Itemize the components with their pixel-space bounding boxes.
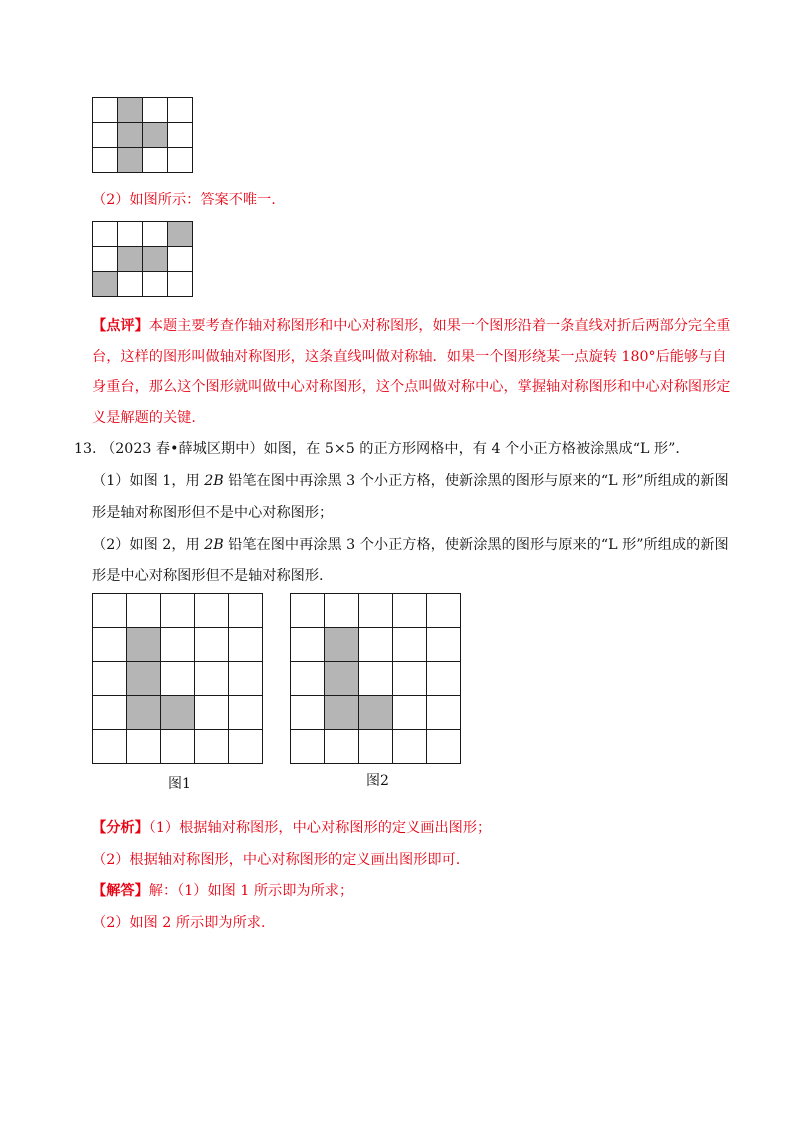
grid-row xyxy=(93,148,193,173)
grid-cell xyxy=(93,247,118,272)
grid-cell xyxy=(195,628,229,662)
grid-cell xyxy=(195,594,229,628)
problem-number: 13. xyxy=(74,441,97,457)
q2-pencil: 2B xyxy=(204,537,224,553)
grid-cell xyxy=(118,222,143,247)
grid-cell xyxy=(393,594,427,628)
grid-cell xyxy=(359,730,393,764)
grid-row xyxy=(93,123,193,148)
grid-cell xyxy=(291,662,325,696)
grid-cell-filled xyxy=(118,98,143,123)
figure-1-grid xyxy=(92,593,263,764)
grid-cell xyxy=(229,730,263,764)
analysis-line-1 xyxy=(92,818,491,838)
grid-cell xyxy=(393,628,427,662)
grid-cell xyxy=(161,594,195,628)
grid-cell xyxy=(168,247,193,272)
grid-cell xyxy=(393,662,427,696)
grid-cell xyxy=(427,696,461,730)
grid-cell-filled xyxy=(168,222,193,247)
grid-cell xyxy=(127,594,161,628)
grid-row xyxy=(93,662,263,696)
grid-cell xyxy=(143,98,168,123)
figure-1-caption: 图1 xyxy=(168,776,191,792)
comment-text-1: 本题主要考查作轴对称图形和中心对称图形，如果一个图形沿着一条直线对折后两部分完全重 xyxy=(148,318,731,334)
grid-cell xyxy=(325,730,359,764)
grid-row xyxy=(93,222,193,247)
solution-line-1 xyxy=(92,881,353,901)
grid-cell xyxy=(143,148,168,173)
solution-line-2: （2）如图 2 所示即为所求. xyxy=(92,915,266,931)
grid-row xyxy=(93,628,263,662)
grid-cell xyxy=(143,272,168,297)
grid-cell xyxy=(93,628,127,662)
grid-cell xyxy=(93,696,127,730)
grid-cell xyxy=(143,222,168,247)
grid-row xyxy=(93,272,193,297)
grid-cell xyxy=(161,662,195,696)
grid-row xyxy=(291,730,461,764)
grid-cell xyxy=(427,628,461,662)
grid-cell xyxy=(195,696,229,730)
grid-cell xyxy=(161,628,195,662)
problem-q2-line1 xyxy=(92,535,729,555)
figure-2-caption: 图2 xyxy=(366,773,389,789)
grid-row xyxy=(93,98,193,123)
comment-line-4: 义是解题的关键. xyxy=(92,410,196,426)
grid-cell-filled xyxy=(127,628,161,662)
grid-cell-filled xyxy=(93,272,118,297)
grid-cell xyxy=(127,730,161,764)
grid-cell xyxy=(393,696,427,730)
analysis-text-1: （1）根据轴对称图形，中心对称图形的定义画出图形； xyxy=(148,820,492,836)
grid-cell xyxy=(168,98,193,123)
grid-row xyxy=(93,247,193,272)
grid-cell xyxy=(93,123,118,148)
analysis-line-2: （2）根据轴对称图形，中心对称图形的定义画出图形即可. xyxy=(92,852,461,868)
grid-cell xyxy=(427,594,461,628)
answer-grid-1 xyxy=(92,97,193,173)
problem-q1-line2: 形是轴对称图形但不是中心对称图形； xyxy=(92,505,334,521)
grid-row xyxy=(291,696,461,730)
grid-cell xyxy=(168,123,193,148)
q2-text-a: （2）如图 2，用 xyxy=(92,537,205,553)
q1-text-b: 铅笔在图中再涂黑 3 个小正方格，使新涂黑的图形与原来的“L 形”所组成的新图 xyxy=(223,473,729,489)
grid-cell xyxy=(93,594,127,628)
grid-cell-filled xyxy=(118,148,143,173)
problem-q1-line1 xyxy=(92,471,729,491)
grid-row xyxy=(291,628,461,662)
grid-cell xyxy=(359,662,393,696)
solution-text-1: 解：（1）如图 1 所示即为所求； xyxy=(148,883,354,899)
grid-cell xyxy=(229,594,263,628)
grid-cell-filled xyxy=(325,696,359,730)
grid-cell-filled xyxy=(143,247,168,272)
answer-part-2: （2）如图所示：答案不唯一. xyxy=(92,192,276,208)
q1-pencil: 2B xyxy=(204,473,224,489)
grid-cell xyxy=(229,662,263,696)
grid-cell xyxy=(93,662,127,696)
grid-cell-filled xyxy=(127,696,161,730)
comment-line-3: 身重台，那么这个图形就叫做中心对称图形，这个点叫做对称中心，掌握轴对称图形和中心对称图形定 xyxy=(92,379,731,395)
grid-cell xyxy=(291,730,325,764)
grid-cell xyxy=(195,662,229,696)
problem-13-stem xyxy=(74,439,690,459)
grid-row xyxy=(93,594,263,628)
grid-cell xyxy=(229,628,263,662)
grid-cell-filled xyxy=(118,123,143,148)
grid-row xyxy=(93,730,263,764)
grid-cell-filled xyxy=(161,696,195,730)
grid-cell xyxy=(393,730,427,764)
grid-row xyxy=(93,696,263,730)
grid-cell xyxy=(427,662,461,696)
grid-cell xyxy=(291,696,325,730)
grid-cell xyxy=(93,98,118,123)
grid-row xyxy=(291,594,461,628)
grid-cell xyxy=(427,730,461,764)
grid-cell xyxy=(93,730,127,764)
grid-cell-filled xyxy=(325,662,359,696)
grid-cell-filled xyxy=(325,628,359,662)
grid-cell xyxy=(161,730,195,764)
grid-cell xyxy=(168,148,193,173)
grid-cell xyxy=(291,628,325,662)
problem-stem: （2023 春•薛城区期中）如图，在 5×5 的正方形网格中，有 4 个小正方格被涂黑成“L 形”． xyxy=(101,441,690,457)
grid-cell xyxy=(93,148,118,173)
grid-cell xyxy=(291,594,325,628)
grid-cell xyxy=(168,272,193,297)
comment-label: 【点评】 xyxy=(92,318,149,334)
grid-cell xyxy=(359,628,393,662)
grid-cell-filled xyxy=(127,662,161,696)
solution-label: 【解答】 xyxy=(92,883,149,899)
grid-cell xyxy=(229,696,263,730)
grid-cell xyxy=(118,272,143,297)
grid-cell-filled xyxy=(118,247,143,272)
comment-line-1 xyxy=(92,316,730,336)
analysis-label: 【分析】 xyxy=(92,820,149,836)
grid-cell xyxy=(359,594,393,628)
answer-grid-2 xyxy=(92,221,193,297)
grid-cell xyxy=(325,594,359,628)
comment-line-2: 台，这样的图形叫做轴对称图形，这条直线叫做对称轴．如果一个图形绕某一点旋转 180°后能够与自 xyxy=(92,349,727,365)
grid-cell-filled xyxy=(359,696,393,730)
grid-cell-filled xyxy=(143,123,168,148)
problem-q2-line2: 形是中心对称图形但不是轴对称图形. xyxy=(92,568,324,584)
grid-row xyxy=(291,662,461,696)
figure-2-grid xyxy=(290,593,461,764)
q1-text-a: （1）如图 1，用 xyxy=(92,473,205,489)
grid-cell xyxy=(195,730,229,764)
q2-text-b: 铅笔在图中再涂黑 3 个小正方格，使新涂黑的图形与原来的“L 形”所组成的新图 xyxy=(223,537,729,553)
grid-cell xyxy=(93,222,118,247)
